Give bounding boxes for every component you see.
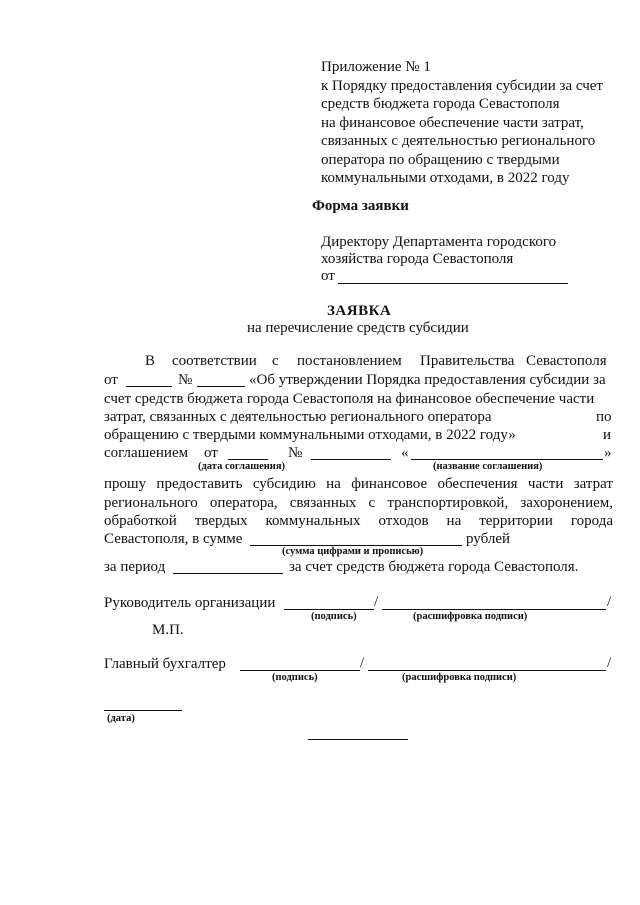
caption-date: (дата) xyxy=(107,713,135,724)
body-text: постановлением xyxy=(297,353,402,369)
body-text: рублей xyxy=(466,531,511,547)
caption-agreement-date: (дата соглашения) xyxy=(198,461,286,472)
body-text: счет средств бюджета города Севастополя на финансовое обеспечение части xyxy=(104,391,595,407)
body-text: соглашением xyxy=(104,445,189,461)
body-text: и xyxy=(603,427,612,443)
caption-signature: (подпись) xyxy=(272,672,318,683)
body-text: регионального оператора, связанных с транспортировкой, захоронением, xyxy=(104,495,613,511)
agreement-number-field[interactable] xyxy=(311,459,391,460)
body-text: от xyxy=(104,372,118,388)
body-text: за счет средств бюджета города Севастополя. xyxy=(289,559,579,575)
body-text: обработкой твердых коммунальных отходов на территории города xyxy=(104,513,613,529)
head-signature-field[interactable] xyxy=(284,609,374,610)
caption-decode: (расшифровка подписи) xyxy=(413,611,528,622)
body-text: Севастополя xyxy=(526,353,607,369)
body-text: затрат, связанных с деятельностью регионального оператора xyxy=(104,409,492,425)
body-text: «Об утверждении Порядка предоставления субсидии за xyxy=(249,372,606,388)
body-text: № xyxy=(288,445,303,461)
addressee-line: Директору Департамента городского xyxy=(321,234,557,250)
caption-agreement-name: (название соглашения) xyxy=(433,461,543,472)
appendix-line: связанных с деятельностью регионального xyxy=(321,133,596,149)
appendix-line: к Порядку предоставления субсидии за счет xyxy=(321,78,603,94)
head-label: Руководитель организации xyxy=(104,595,276,611)
body-text: Правительства xyxy=(420,353,515,369)
agreement-name-field[interactable] xyxy=(411,459,603,460)
caption-decode: (расшифровка подписи) xyxy=(402,672,517,683)
body-text: от xyxy=(204,445,218,461)
date-field[interactable] xyxy=(104,710,182,711)
body-text: » xyxy=(604,445,612,461)
accountant-decode-field[interactable] xyxy=(368,670,606,671)
addressee-line: хозяйства города Севастополя xyxy=(321,251,514,267)
appendix-line: средств бюджета города Севастополя xyxy=(321,96,560,112)
body-text: обращению с твердыми коммунальными отходами, в 2022 году» xyxy=(104,427,516,443)
body-text: Севастополя, в сумме xyxy=(104,531,243,547)
body-text: с xyxy=(272,353,279,369)
body-text: « xyxy=(401,445,409,461)
separator-slash: / xyxy=(607,655,612,671)
caption-signature: (подпись) xyxy=(311,611,357,622)
agreement-date-field[interactable] xyxy=(228,459,268,460)
page-subtitle: на перечисление средств субсидии xyxy=(247,320,469,336)
period-field[interactable] xyxy=(173,573,283,574)
caption-amount: (сумма цифрами и прописью) xyxy=(282,546,424,557)
resolution-number-field[interactable] xyxy=(197,386,245,387)
separator-slash: / xyxy=(360,655,365,671)
page-title: ЗАЯВКА xyxy=(327,303,392,319)
appendix-line: Приложение № 1 xyxy=(321,59,431,75)
closing-divider xyxy=(308,739,408,740)
separator-slash: / xyxy=(607,594,612,610)
appendix-line: оператора по обращению с твердыми xyxy=(321,152,560,168)
addressee-from-field[interactable] xyxy=(338,283,568,284)
stamp-label: М.П. xyxy=(152,622,184,638)
form-title: Форма заявки xyxy=(312,198,409,214)
body-text: прошу предоставить субсидию на финансовое обеспечения части затрат xyxy=(104,476,613,492)
body-text: по xyxy=(596,409,612,425)
accountant-label: Главный бухгалтер xyxy=(104,656,226,672)
head-decode-field[interactable] xyxy=(382,609,606,610)
separator-slash: / xyxy=(374,594,379,610)
appendix-line: на финансовое обеспечение части затрат, xyxy=(321,115,584,131)
addressee-from-label: от xyxy=(321,268,335,284)
appendix-line: коммунальными отходами, в 2022 году xyxy=(321,170,570,186)
body-text: В xyxy=(145,353,156,369)
accountant-signature-field[interactable] xyxy=(240,670,360,671)
body-text: за период xyxy=(104,559,166,575)
resolution-date-field[interactable] xyxy=(126,386,172,387)
body-text: соответствии xyxy=(172,353,257,369)
body-text: № xyxy=(178,372,193,388)
